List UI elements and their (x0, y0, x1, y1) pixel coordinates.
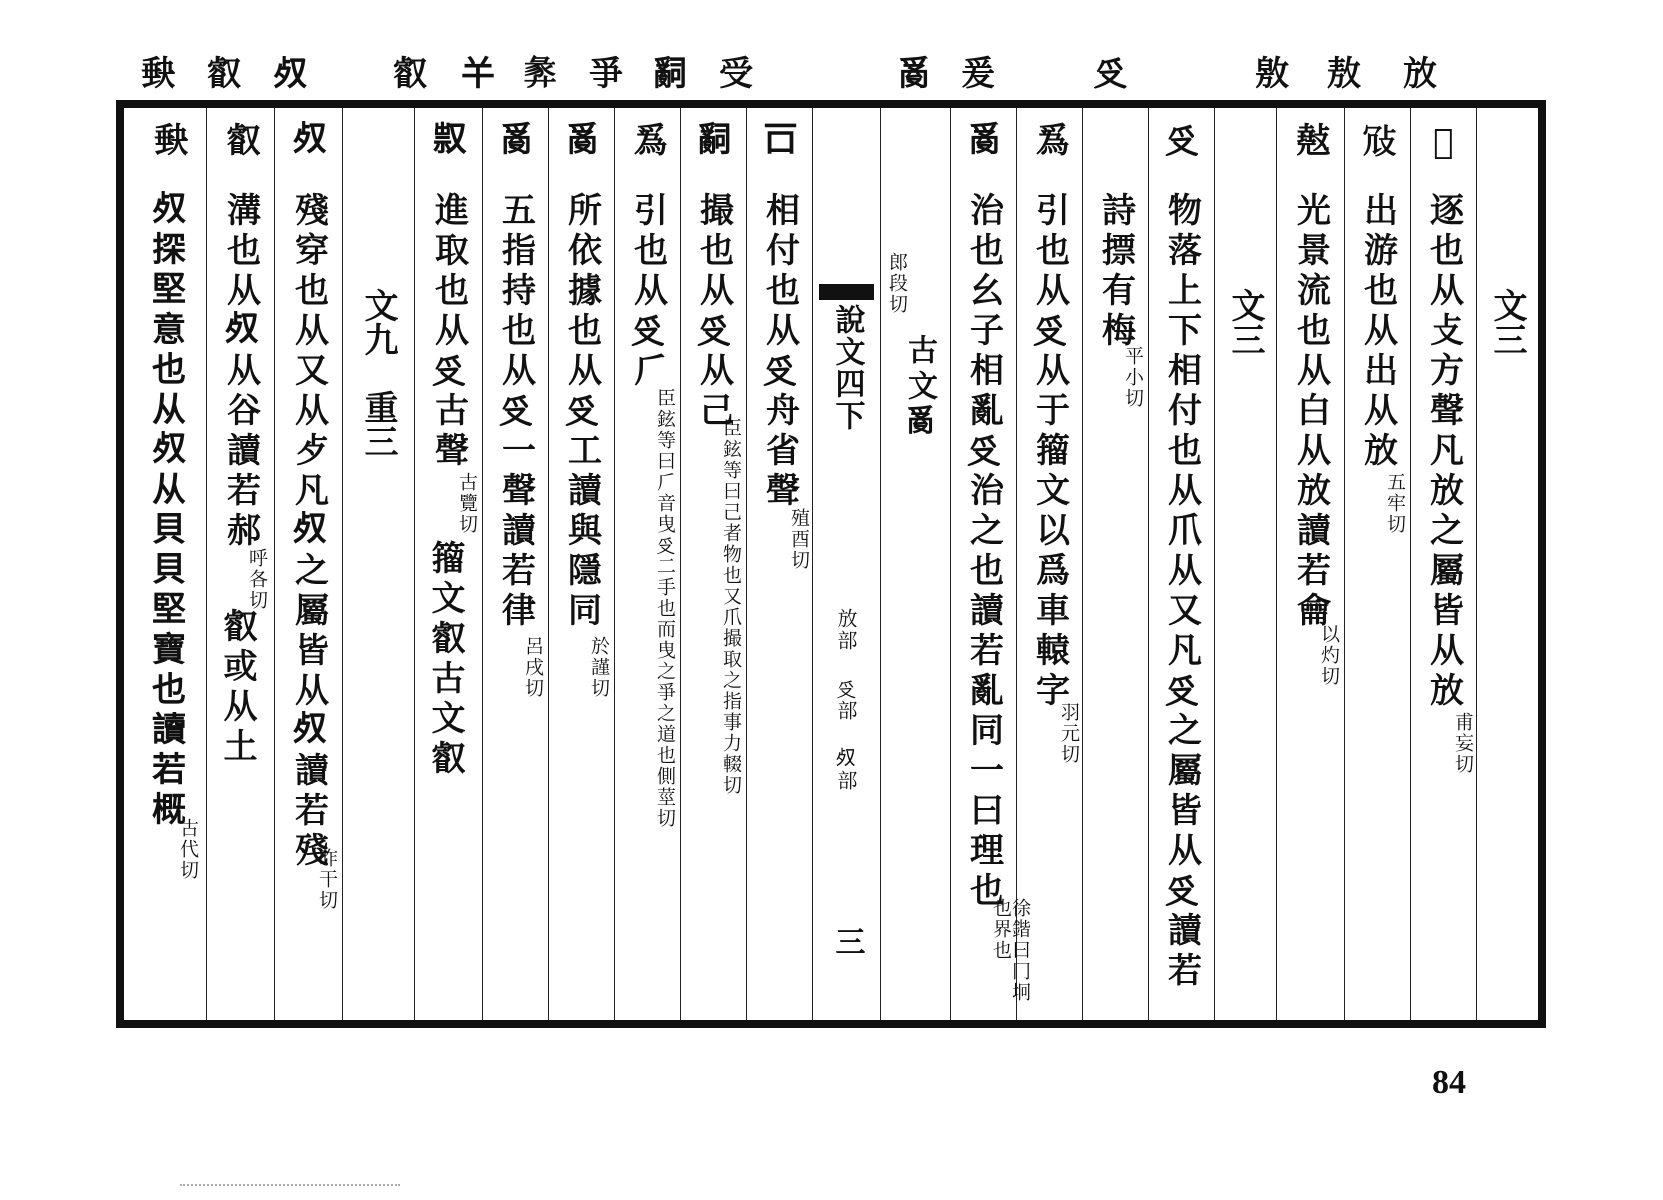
headword: 𡙇 (141, 54, 175, 94)
column-yuan (1016, 108, 1082, 1020)
fanqie-note: 平小切 (1122, 346, 1144, 409)
seal-character: 𤔲 (693, 122, 734, 154)
commentary-note: 徐鍇曰冂坰也界也 (990, 898, 1031, 1003)
seal-character: 𠬪 (1161, 122, 1202, 154)
count-label: 文九 重三 (358, 288, 398, 458)
fanqie-note: 於謹切 (588, 636, 610, 699)
entry-text: 𣦼探堅意也从𣦼从貝貝堅寶也讀若概 (148, 192, 188, 832)
variant-forms: 籀文叡古文叡 (425, 540, 465, 780)
seal-character: 𤔔 (561, 122, 602, 154)
fanqie-note: 呂戌切 (522, 636, 544, 699)
page-number: 84 (1432, 1064, 1466, 1101)
column-luan-continued (880, 108, 950, 1020)
entry-text: 出游也从出从放 (1357, 192, 1398, 472)
column-biao-count (1214, 108, 1276, 1020)
headword: 叡 (393, 54, 427, 94)
headword-row (118, 44, 1458, 104)
seal-character: 𡙇 (147, 122, 188, 154)
headword: 𢍝 (523, 54, 557, 94)
section-list: 放部 𠬪部 𣦼部 (834, 608, 858, 792)
column-can (274, 108, 342, 1020)
column-fang (1410, 108, 1476, 1020)
column-jiao (1276, 108, 1344, 1020)
fanqie-note: 五牢切 (1384, 472, 1406, 535)
seal-character: 𢼀 (1357, 122, 1398, 154)
entry-text: 撮也从𠬪从己 (693, 192, 734, 432)
headword: 敖 (1327, 54, 1361, 94)
entry-text: 光景流也从白从放讀若龠 (1290, 192, 1331, 632)
fanqie-note: 殖酉切 (788, 508, 810, 571)
headword: 𢆉 (461, 54, 495, 94)
headword: 放 (1403, 54, 1437, 94)
column-biao (1148, 108, 1214, 1020)
seal-character: 𤔔 (495, 122, 536, 154)
entry-text: 逐也从攴方聲凡放之屬皆从放 (1423, 192, 1464, 712)
guwen-label: 古文𤔔 (902, 334, 937, 442)
entry-text: 殘穿也从又从歺凡𣦼之屬皆从𣦼讀若殘 (288, 192, 329, 872)
headword: 敫 (1255, 54, 1289, 94)
column-shou-count (342, 108, 414, 1020)
entry-text: 物落上下相付也从爪从又凡𠬪之屬皆从𠬪讀若 (1161, 192, 1202, 992)
book-title: 說文四下 (829, 304, 865, 432)
entry-text: 五指持也从𠬪一聲讀若律 (495, 192, 536, 632)
headword: 𤔔 (897, 54, 931, 94)
seal-character: 𠭥 (428, 122, 469, 154)
entry-text: 所依據也从𠬪工讀與隱同 (561, 192, 602, 632)
fanqie-note: 昨干切 (316, 848, 338, 911)
column-gan (414, 108, 482, 1020)
column-lv (482, 108, 548, 1020)
column-biao-note (1082, 108, 1148, 1020)
seal-character: 𢼂 (1423, 122, 1464, 160)
column-ao (1344, 108, 1410, 1020)
entry-text: 引也从𠬪从于籀文以爲車轅字 (1029, 192, 1070, 712)
entry-text: 引也从𠬪𠂆 (627, 192, 668, 392)
entry-text: 溝也从𣦼从谷讀若郝 (220, 192, 261, 552)
count-label: 文三 (1225, 288, 1265, 356)
column-luan (950, 108, 1031, 1020)
fanqie-note: 羽元切 (1058, 702, 1080, 765)
seal-character: 𤔡 (627, 122, 667, 154)
commentary-note: 臣鉉等曰己者物也又爪撮取之指事力輟切 (720, 418, 742, 796)
headword: 爰 (961, 54, 995, 94)
headword: 叡 (207, 54, 241, 94)
entry-text: 詩摽有梅 (1095, 192, 1136, 352)
seal-character: 𤔔 (963, 122, 1004, 154)
column-lie (680, 108, 746, 1020)
fanqie-note: 古覽切 (456, 472, 478, 535)
headword: 受 (719, 54, 753, 94)
commentary-note: 臣鉉等曰𠂆音曳𠬪二手也而曳之爭之道也側莖切 (654, 388, 676, 829)
entry-text: 相付也从𠬪舟省聲 (759, 192, 800, 512)
seal-character: 𢿣 (1290, 122, 1330, 154)
count-label: 文三 (1487, 288, 1527, 356)
entry-text: 治也幺子相亂𠬪治之也讀若亂同一曰理也 (963, 192, 1004, 912)
seal-character: 𠮛 (759, 122, 800, 154)
seal-character: 𤔡 (1029, 122, 1069, 154)
column-yin (548, 108, 614, 1020)
column-shou (746, 108, 812, 1020)
fanqie-note: 古代切 (177, 818, 199, 881)
entry-text: 進取也从𠬪古聲 (428, 192, 469, 472)
scan-artifact (180, 1184, 400, 1189)
text-frame (116, 100, 1546, 1028)
fanqie-note: 郎段切 (886, 252, 908, 315)
column-fang-count (1476, 108, 1538, 1020)
column-huo (206, 108, 274, 1020)
fanqie-note: 呼各切 (246, 548, 268, 611)
headword: 𤔲 (653, 54, 687, 94)
fanqie-note: 以灼切 (1318, 624, 1340, 687)
column-zheng (614, 108, 680, 1020)
headword: 爭 (589, 54, 623, 94)
column-gai (130, 108, 206, 1020)
headword: 𣦼 (273, 54, 307, 94)
gutter-bar (819, 284, 874, 300)
leaf-number: 三 (829, 926, 865, 956)
center-gutter (812, 108, 880, 1020)
headword: 𠬪 (1093, 54, 1127, 94)
seal-character: 𣦼 (288, 122, 329, 154)
fanqie-note: 甫妄切 (1452, 712, 1474, 775)
seal-character: 叡 (220, 122, 260, 154)
variant-forms: 叡或从土 (217, 608, 257, 768)
